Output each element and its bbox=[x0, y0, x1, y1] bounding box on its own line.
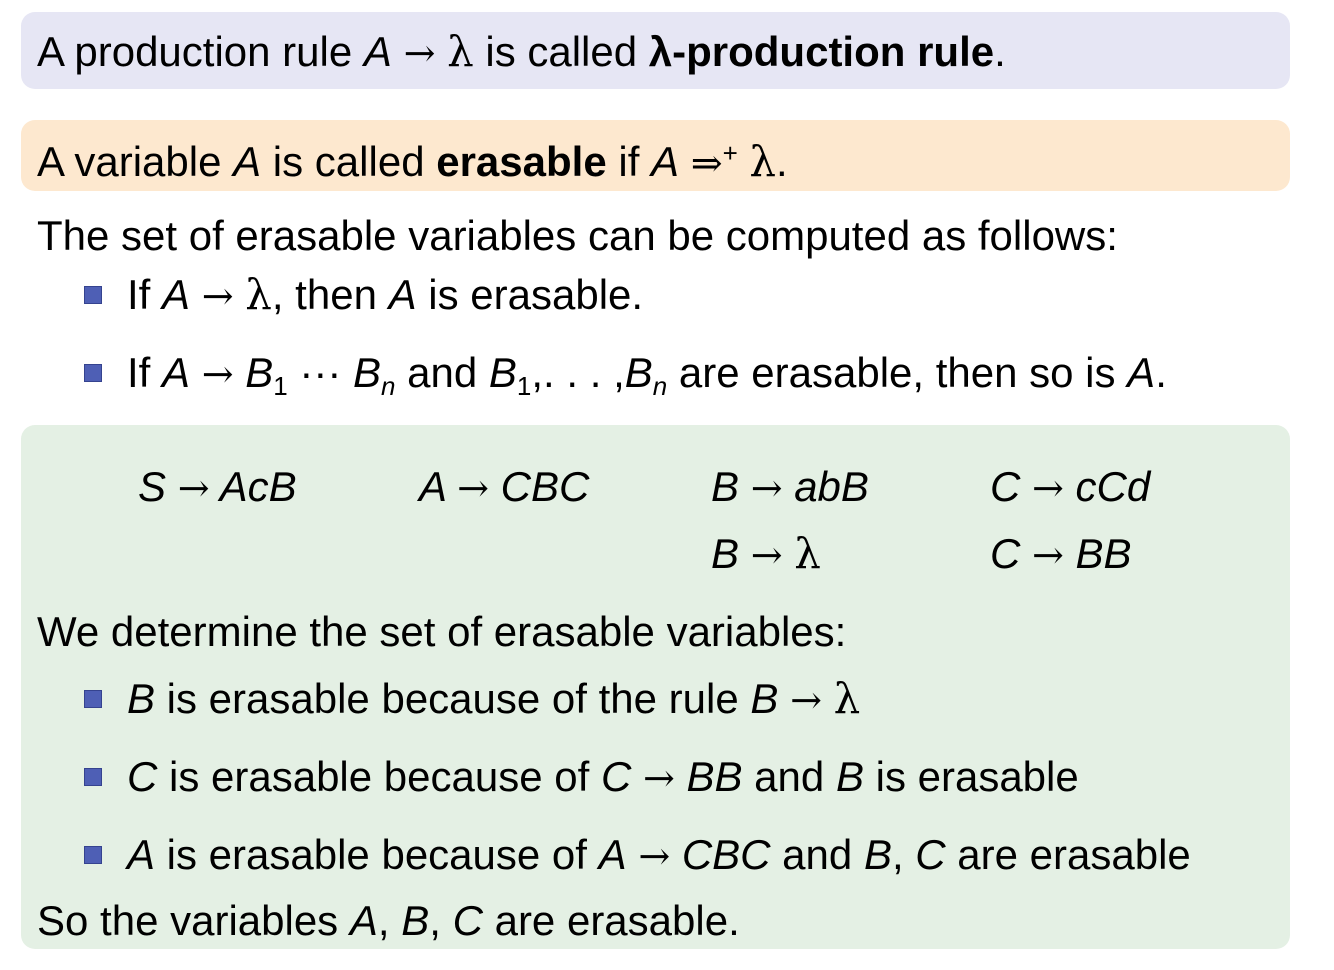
finding-1: B is erasable because of the rule B → λ bbox=[127, 674, 861, 723]
grammar-rule: B → λ bbox=[711, 529, 821, 578]
bullet-square-icon bbox=[84, 690, 102, 708]
grammar-rule: C → BB bbox=[990, 530, 1132, 577]
bullet-square-icon bbox=[84, 364, 102, 382]
compute-step-1: If A → λ, then A is erasable. bbox=[127, 270, 644, 319]
bullet-square-icon bbox=[84, 768, 102, 786]
grammar-rule: B → abB bbox=[711, 463, 869, 510]
bullet-square-icon bbox=[84, 846, 102, 864]
definition-production-rule: A production rule A → λ is called λ-production rule. bbox=[37, 27, 1006, 76]
compute-intro: The set of erasable variables can be computed as follows: bbox=[37, 212, 1118, 259]
finding-2: C is erasable because of C → BB and B is erasable bbox=[127, 753, 1079, 800]
bullet-square-icon bbox=[84, 286, 102, 304]
finding-3: A is erasable because of A → CBC and B, C are erasable bbox=[127, 831, 1191, 878]
determine-intro: We determine the set of erasable variables: bbox=[37, 608, 847, 655]
grammar-rule: S → AcB bbox=[138, 463, 297, 510]
definition-erasable: A variable A is called erasable if A ⇒+ λ. bbox=[37, 137, 788, 186]
conclusion: So the variables A, B, C are erasable. bbox=[37, 897, 740, 944]
grammar-rule: C → cCd bbox=[990, 463, 1151, 510]
grammar-rule: A → CBC bbox=[419, 463, 590, 510]
compute-step-2: If $A \to B_1$ ··· $B_n$ and $B_1$,. . . $,B_n$ are erasable, then so is A. bbox=[127, 349, 1167, 401]
